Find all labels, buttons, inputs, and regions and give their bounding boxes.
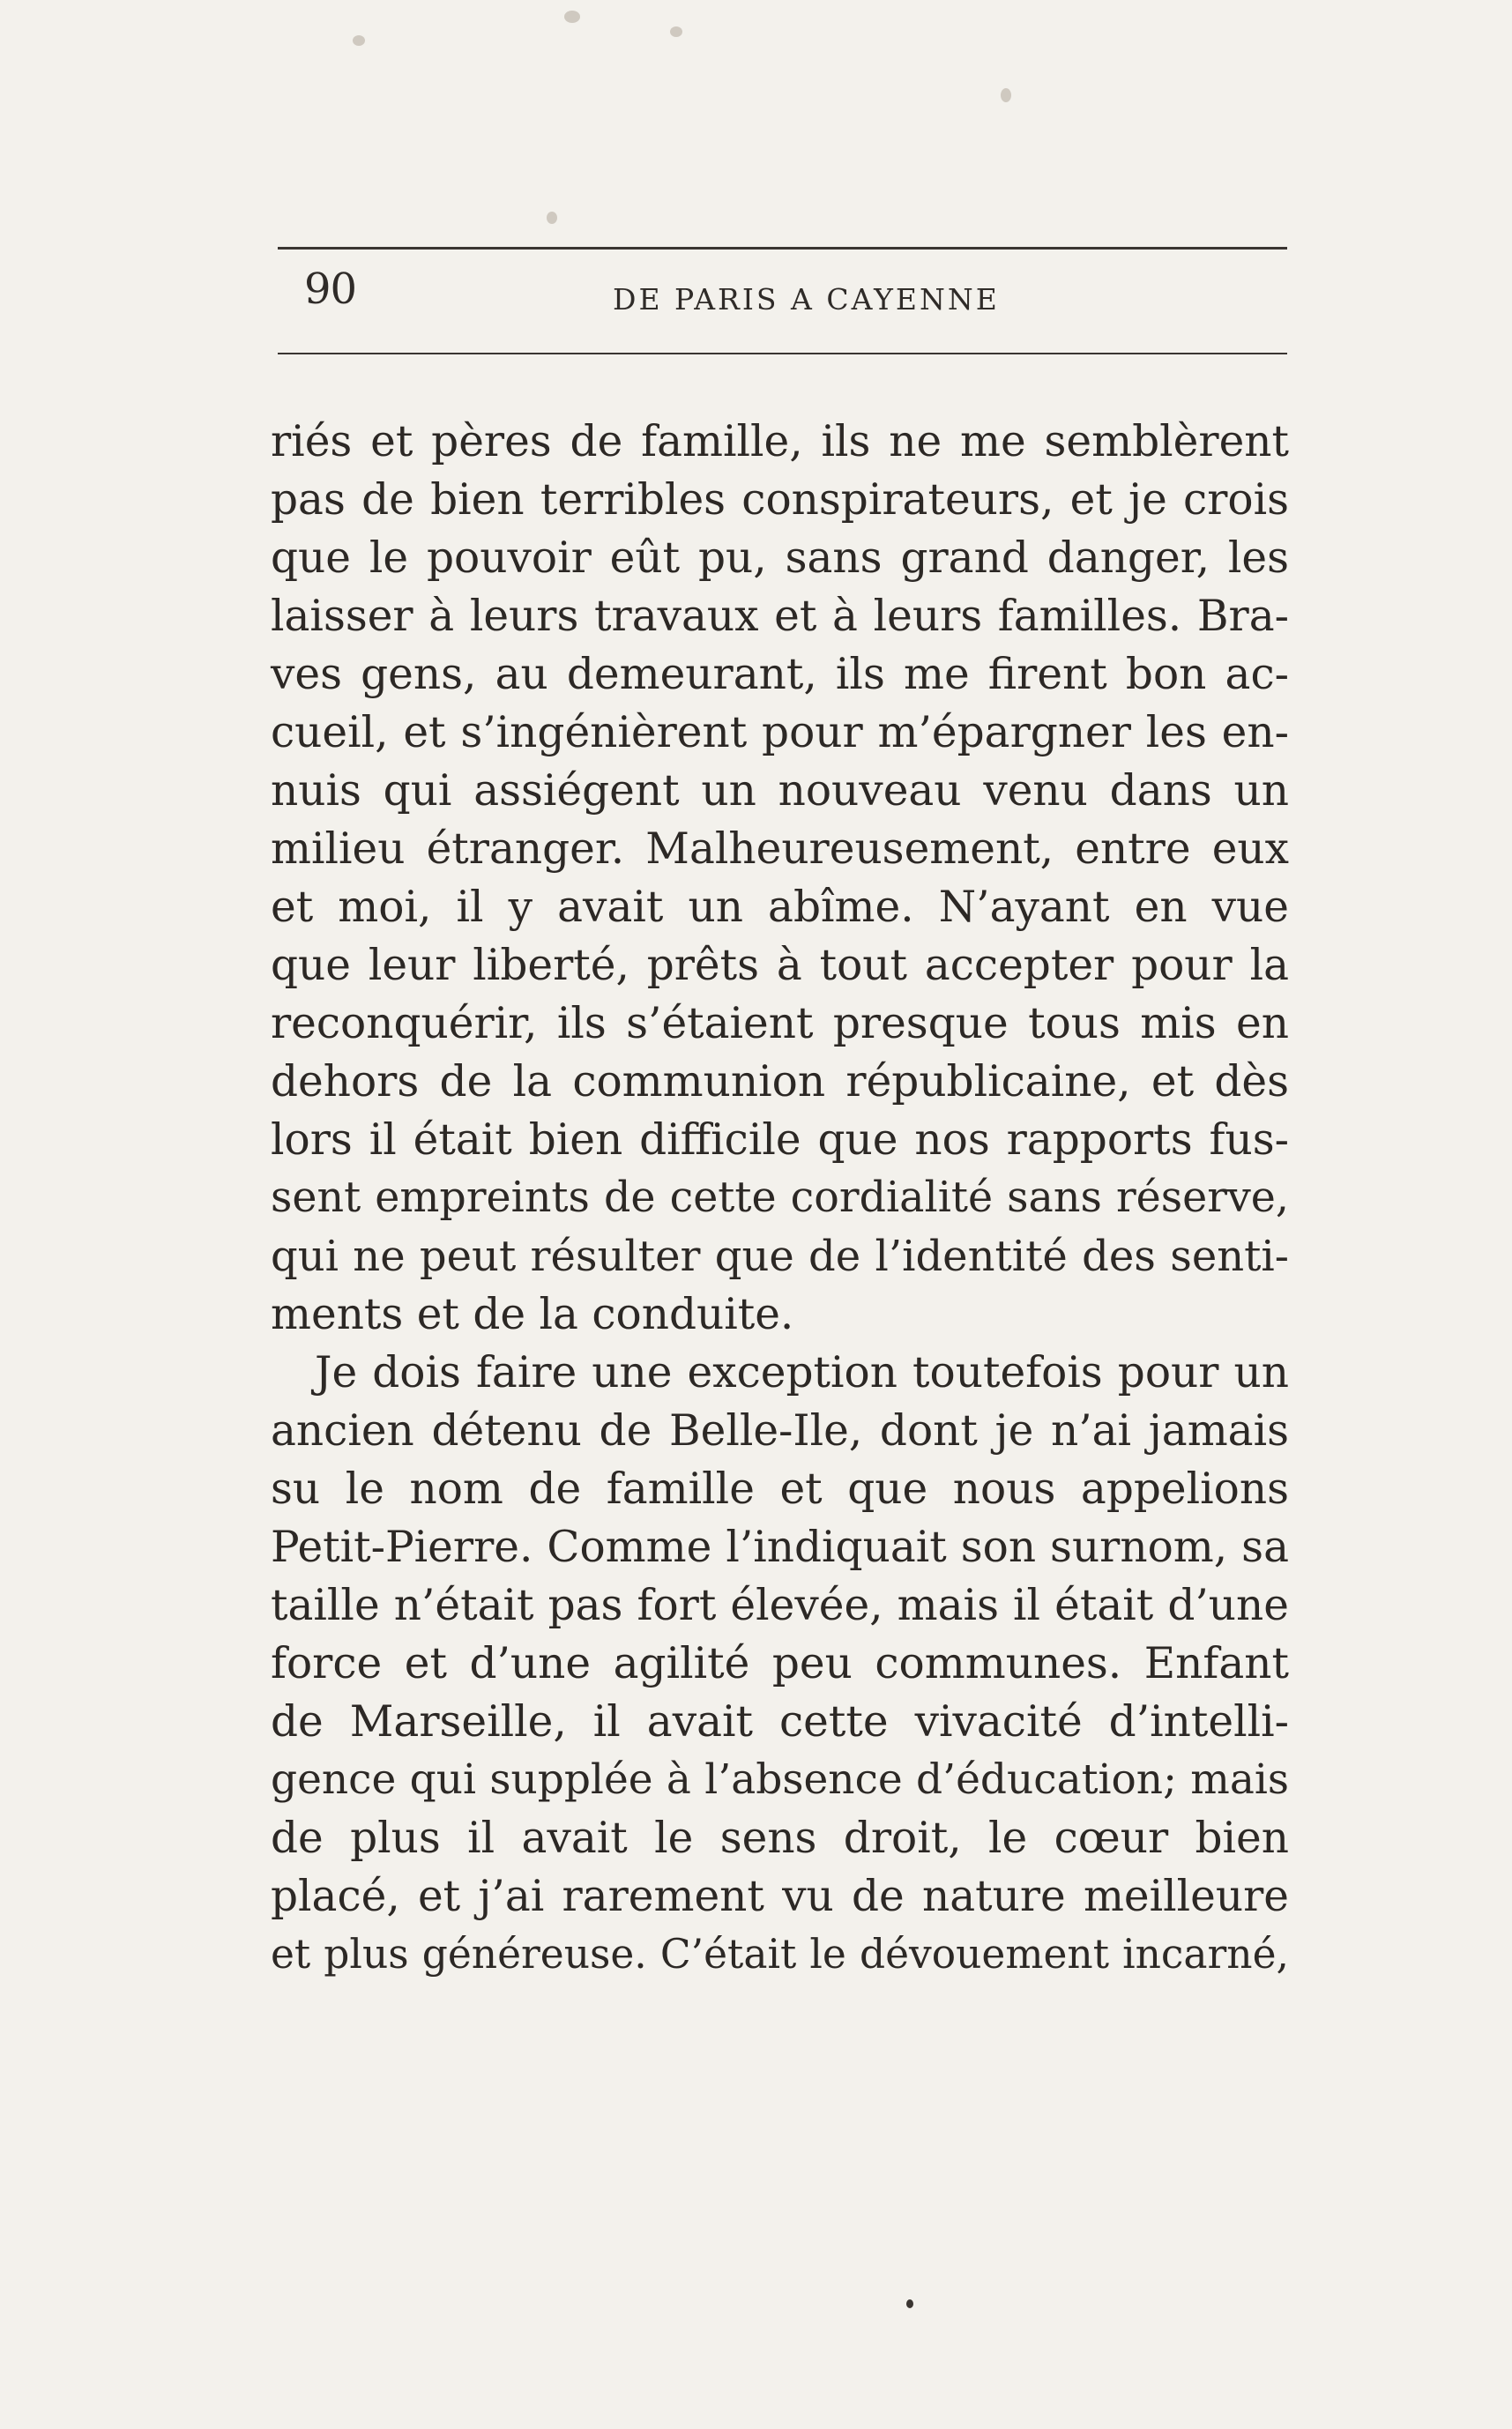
text-line: et moi, il y avait un abîme. N’ayant en vue bbox=[271, 883, 1289, 932]
text-line: ves gens, au demeurant, ils me firent bon ac- bbox=[271, 650, 1289, 699]
body-text bbox=[271, 413, 1289, 1984]
paper-speck bbox=[547, 212, 557, 224]
text-line-paragraph-start: Je dois faire une exception toutefois pour un bbox=[315, 1348, 1289, 1397]
text-line: placé, et j’ai rarement vu de nature meilleure bbox=[271, 1872, 1289, 1921]
text-line: riés et pères de famille, ils ne me semblèrent bbox=[271, 417, 1289, 466]
text-line: cueil, et s’ingénièrent pour m’épargner les en- bbox=[271, 708, 1289, 757]
text-line: dehors de la communion républicaine, et dès bbox=[271, 1057, 1289, 1106]
text-line: pas de bien terribles conspirateurs, et je crois bbox=[271, 475, 1289, 525]
text-line: lors il était bien difficile que nos rapports fus- bbox=[271, 1115, 1289, 1165]
text-line-paragraph-end: ments et de la conduite. bbox=[271, 1290, 794, 1339]
running-head: DE PARIS A CAYENNE bbox=[613, 282, 1000, 317]
text-line: que leur liberté, prêts à tout accepter pour la bbox=[271, 941, 1289, 990]
paper-speck bbox=[906, 2299, 913, 2308]
header-rule-bottom bbox=[278, 353, 1287, 354]
text-line: laisser à leurs travaux et à leurs familles. Bra- bbox=[271, 592, 1289, 641]
text-line: de Marseille, il avait cette vivacité d’intelli- bbox=[271, 1697, 1289, 1747]
paper-speck bbox=[353, 35, 365, 46]
text-line: force et d’une agilité peu communes. Enfant bbox=[271, 1639, 1289, 1688]
page-number: 90 bbox=[304, 265, 357, 314]
paper-speck bbox=[564, 11, 580, 23]
text-line: milieu étranger. Malheureusement, entre eux bbox=[271, 824, 1289, 874]
paper-speck bbox=[1001, 88, 1011, 102]
text-line: et plus généreuse. C’était le dévouement incarné, bbox=[271, 1931, 1289, 1978]
text-line: Petit-Pierre. Comme l’indiquait son surnom, sa bbox=[271, 1523, 1289, 1572]
text-line: reconquérir, ils s’étaient presque tous mis en bbox=[271, 999, 1289, 1048]
text-line: gence qui supplée à l’absence d’éducation; mais bbox=[271, 1755, 1289, 1804]
text-line: sent empreints de cette cordialité sans réserve, bbox=[271, 1174, 1289, 1222]
page-header bbox=[278, 263, 1287, 333]
text-line: ancien détenu de Belle-Ile, dont je n’ai jamais bbox=[271, 1406, 1289, 1456]
text-line: de plus il avait le sens droit, le cœur bien bbox=[271, 1814, 1289, 1863]
text-line: qui ne peut résulter que de l’identité des senti- bbox=[271, 1232, 1289, 1281]
paper-speck bbox=[670, 26, 682, 37]
text-line: que le pouvoir eût pu, sans grand danger, les bbox=[271, 533, 1289, 583]
text-line: nuis qui assiégent un nouveau venu dans un bbox=[271, 766, 1289, 816]
text-line: taille n’était pas fort élevée, mais il était d’une bbox=[271, 1581, 1289, 1630]
header-rule-top bbox=[278, 247, 1287, 250]
text-line: su le nom de famille et que nous appelions bbox=[271, 1464, 1289, 1514]
